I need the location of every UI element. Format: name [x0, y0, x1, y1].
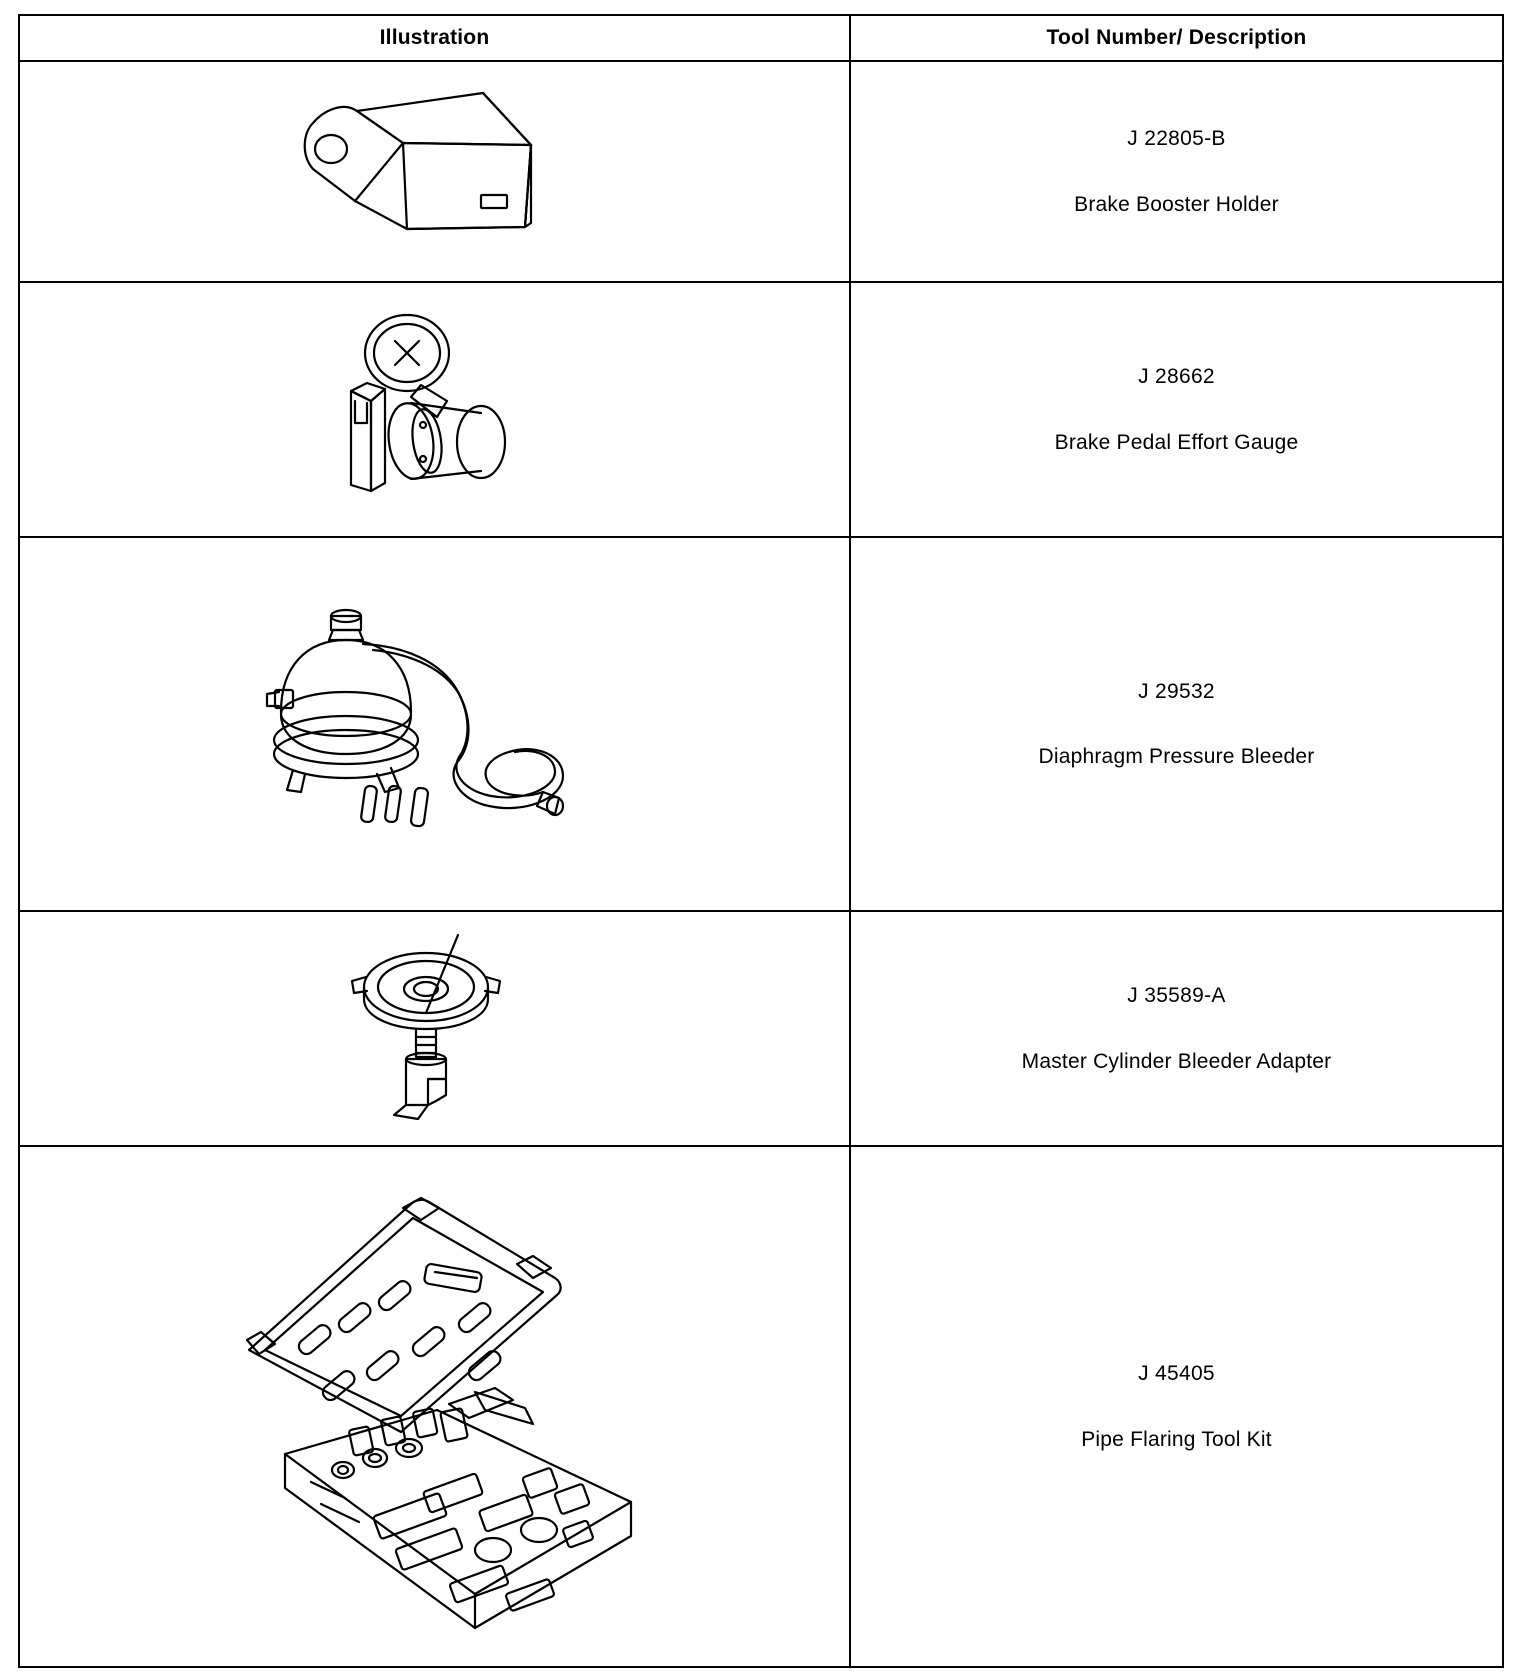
brake-booster-holder-illustration [20, 77, 849, 267]
tool-description: Diaphragm Pressure Bleeder [1038, 745, 1315, 768]
column-header-illustration: Illustration [19, 15, 850, 61]
table-row [19, 282, 1503, 537]
table-body [19, 61, 1503, 1667]
pipe-flaring-tool-kit-illustration [20, 1182, 849, 1632]
tool-description: Brake Pedal Effort Gauge [1054, 430, 1299, 454]
description-cell [850, 282, 1503, 537]
tool-description: Pipe Flaring Tool Kit [1081, 1427, 1272, 1451]
tool-number: J 28662 [1138, 365, 1215, 389]
table-header-row [19, 15, 1503, 61]
illustration-cell [19, 911, 850, 1146]
diaphragm-pressure-bleeder-illustration [20, 594, 849, 854]
column-header-description: Tool Number/ Description [850, 15, 1503, 61]
illustration-cell [19, 1146, 850, 1667]
brake-pedal-effort-gauge-illustration [20, 305, 849, 515]
description-cell [850, 537, 1503, 911]
master-cylinder-bleeder-adapter-illustration [20, 929, 849, 1129]
tool-number: J 29532 [1138, 679, 1215, 703]
table-row [19, 1146, 1503, 1667]
description-cell [850, 911, 1503, 1146]
tool-number: J 45405 [1138, 1362, 1215, 1386]
tool-description: Brake Booster Holder [1074, 192, 1279, 216]
description-cell [850, 1146, 1503, 1667]
tool-number: J 35589-A [1127, 984, 1226, 1008]
illustration-cell [19, 537, 850, 911]
tool-number: J 22805-B [1127, 127, 1226, 151]
description-cell [850, 61, 1503, 282]
table-row [19, 911, 1503, 1146]
special-tools-table [18, 14, 1504, 1668]
illustration-cell [19, 282, 850, 537]
illustration-cell [19, 61, 850, 282]
table-row [19, 61, 1503, 282]
tool-description: Master Cylinder Bleeder Adapter [1021, 1049, 1332, 1073]
table-row [19, 537, 1503, 911]
table-header [19, 15, 1503, 61]
